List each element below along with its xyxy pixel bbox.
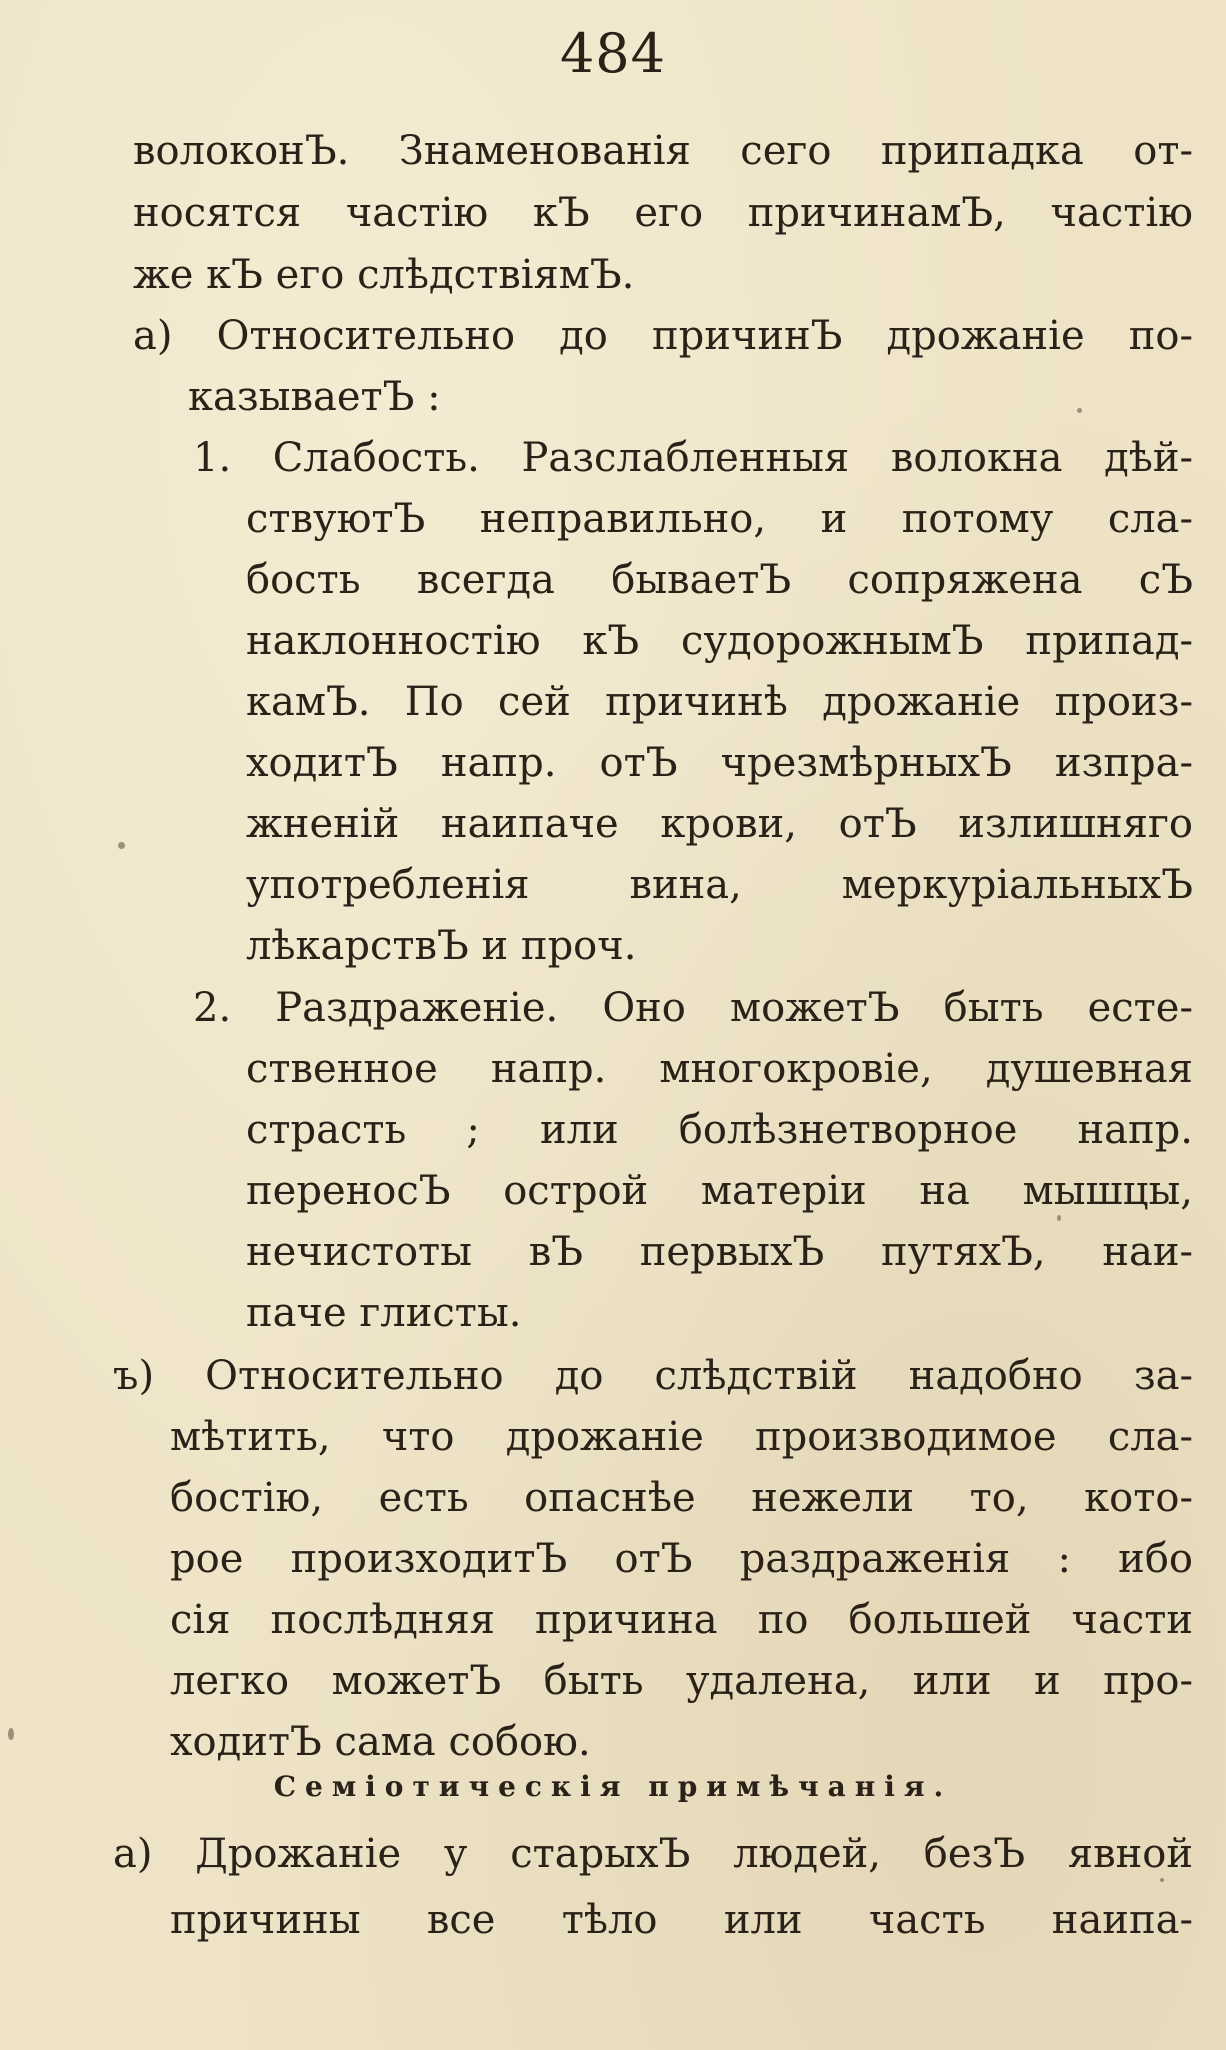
- text-line: паче глисты.: [246, 1290, 522, 1336]
- text-line: носятся частію кЪ его причинамЪ, частію: [133, 190, 1193, 236]
- text-line: ственное напр. многокровіе, душевная: [246, 1046, 1193, 1092]
- text-line: употребленія вина, меркуріальныхЪ: [246, 862, 1193, 908]
- text-line: легко можетЪ быть удалена, или и про-: [170, 1658, 1193, 1704]
- text-line: ходитЪ сама собою.: [170, 1719, 591, 1765]
- text-line: а) Дрожаніе у старыхЪ людей, безЪ явной: [113, 1831, 1193, 1877]
- text-line: причины все тѣло или часть наипа-: [170, 1897, 1193, 1943]
- text-line: 2. Раздраженіе. Оно можетЪ быть есте-: [193, 985, 1193, 1031]
- text-line: волоконЪ. Знаменованія сего припадка от-: [133, 128, 1193, 174]
- text-line: бость всегда бываетЪ сопряжена сЪ: [246, 557, 1193, 603]
- text-line: переносЪ острой матеріи на мышцы,: [246, 1168, 1193, 1214]
- text-line: рое произходитЪ отЪ раздраженія : ибо: [170, 1536, 1193, 1582]
- text-line: казываетЪ :: [188, 374, 441, 420]
- text-line: нечистоты вЪ первыхЪ путяхЪ, наи-: [246, 1229, 1193, 1275]
- paper-speck: [1077, 408, 1082, 413]
- text-line: лѣкарствЪ и проч.: [246, 923, 637, 969]
- paper-speck: [118, 842, 125, 849]
- paper-speck: [8, 1728, 14, 1740]
- paper-speck: [1057, 1215, 1061, 1221]
- section-heading: Семіотическія примѣчанія.: [273, 1770, 953, 1803]
- text-line: наклонностію кЪ судорожнымЪ припад-: [246, 618, 1193, 664]
- text-line: страсть ; или болѣзнетворное напр.: [246, 1107, 1193, 1153]
- text-line: бостію, есть опаснѣе нежели то, кото-: [170, 1475, 1193, 1521]
- text-line: мѣтить, что дрожаніе производимое сла-: [170, 1414, 1193, 1460]
- text-line: камЪ. По сей причинѣ дрожаніе произ-: [246, 679, 1193, 725]
- text-line: а) Относительно до причинЪ дрожаніе по-: [133, 313, 1193, 359]
- paper-speck: [1160, 1878, 1164, 1882]
- text-line: же кЪ его слѣдствіямЪ.: [133, 252, 635, 298]
- page-number: 484: [559, 22, 667, 85]
- text-line: ствуютЪ неправильно, и потому сла-: [246, 496, 1193, 542]
- text-line: 1. Слабость. Разслабленныя волокна дѣй-: [193, 435, 1193, 481]
- text-line: жненій наипаче крови, отЪ излишняго: [246, 801, 1193, 847]
- text-line: сія послѣдняя причина по большей части: [170, 1597, 1193, 1643]
- text-line: ъ) Относительно до слѣдствій надобно за-: [113, 1353, 1193, 1399]
- text-line: ходитЪ напр. отЪ чрезмѣрныхЪ изпра-: [246, 740, 1193, 786]
